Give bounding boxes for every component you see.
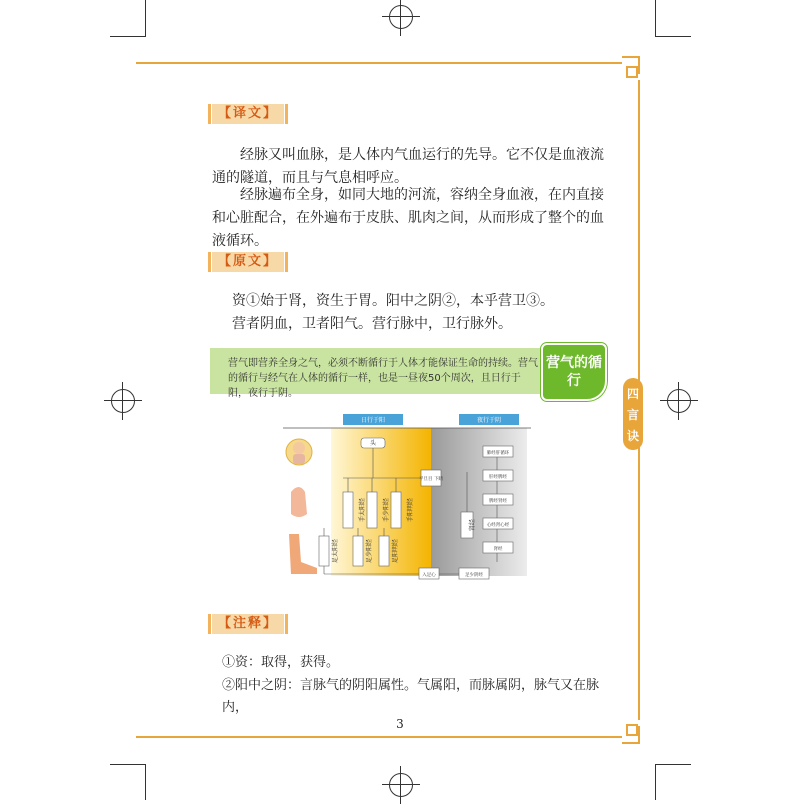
- note-item: ①资：取得，获得。: [222, 655, 340, 670]
- node-label: 心经肾心经: [486, 523, 510, 528]
- crop-mark: [655, 764, 691, 765]
- node-label: 手阳明经: [407, 497, 414, 523]
- crop-mark: [145, 0, 146, 36]
- node-label: 肺经肝循环: [486, 451, 510, 456]
- ying-qi-circulation-diagram: [283, 412, 531, 584]
- node-label: 足太阳经: [332, 538, 339, 564]
- node-label: 脾经肾经: [489, 499, 507, 504]
- node-label: 手少阳经: [383, 497, 390, 523]
- frame-top-line: [136, 62, 622, 64]
- original-line: 营者阴血，卫者阳气。营行脉中，卫行脉外。: [232, 316, 512, 332]
- section-title-original: 【原文】: [212, 252, 284, 272]
- registration-mark-bottom: [389, 773, 413, 797]
- section-title-notes: 【注释】: [212, 614, 284, 634]
- node-label: 肾经: [493, 547, 503, 552]
- node-label: 肾经: [469, 518, 476, 532]
- translation-paragraph: 经脉又叫血脉，是人体内气血运行的先导。它不仅是血液流通的隧道，而且与气息相呼应。: [212, 147, 604, 186]
- node-head-label: 头: [369, 440, 377, 447]
- day-label: 日行于阳: [360, 417, 386, 424]
- original-line: 资①始于肾，资生于胃。阳中之阴②，本乎营卫③。: [232, 293, 554, 309]
- node-label: 足阳明经: [392, 538, 399, 564]
- hand-icon: [291, 487, 307, 517]
- node-label: 手太阳经: [359, 497, 366, 523]
- registration-mark-left: [111, 389, 135, 413]
- frame-corner-bottom-right-inner: [626, 724, 638, 736]
- crop-mark: [145, 764, 146, 800]
- node-label: 肝经脾经: [489, 475, 507, 480]
- crop-mark: [655, 764, 656, 800]
- translation-paragraph: 经脉遍布全身，如同大地的河流，容纳全身血液，在内直接和心脏配合，在外遍布于皮肤、肌肉之间，从而形成了整个的血液循环。: [212, 187, 604, 249]
- night-label: 夜行于阴: [476, 417, 502, 424]
- side-tab-char: 四: [626, 386, 639, 401]
- registration-mark-top: [389, 5, 413, 29]
- callout-text: 营气即营养全身之气，必须不断循行于人体才能保证生命的持续。营气的循行与经气在人体的循行一样，也是一昼夜50个周次，且日行于阳，夜行于阴。: [228, 358, 538, 399]
- left-nodes-upper: [343, 492, 401, 528]
- node-label: 入足心: [422, 573, 436, 578]
- crop-mark: [655, 0, 656, 36]
- frame-corner-top-right-inner: [626, 66, 638, 78]
- section-title-translation: 【译文】: [212, 104, 284, 124]
- node-mid-label: 平旦目 下睛: [419, 477, 443, 482]
- crop-mark: [110, 764, 146, 765]
- foot-icon: [289, 534, 317, 574]
- registration-mark-right: [667, 389, 691, 413]
- note-item: ②阳中之阴：言脉气的阴阳属性。气属阳，而脉属阴，脉气又在脉内，: [222, 678, 600, 715]
- node-label: 足少阴经: [465, 573, 483, 578]
- side-tab-char: 言: [626, 407, 639, 422]
- crop-mark: [655, 36, 691, 37]
- chapter-side-tab: [623, 378, 643, 450]
- node-label: 足少阳经: [366, 538, 373, 564]
- side-tab-char: 诀: [626, 428, 639, 443]
- callout-badge: 营气的循行: [541, 343, 607, 401]
- crop-mark: [110, 36, 146, 37]
- frame-bottom-line: [136, 736, 622, 738]
- page-number: 3: [396, 717, 404, 731]
